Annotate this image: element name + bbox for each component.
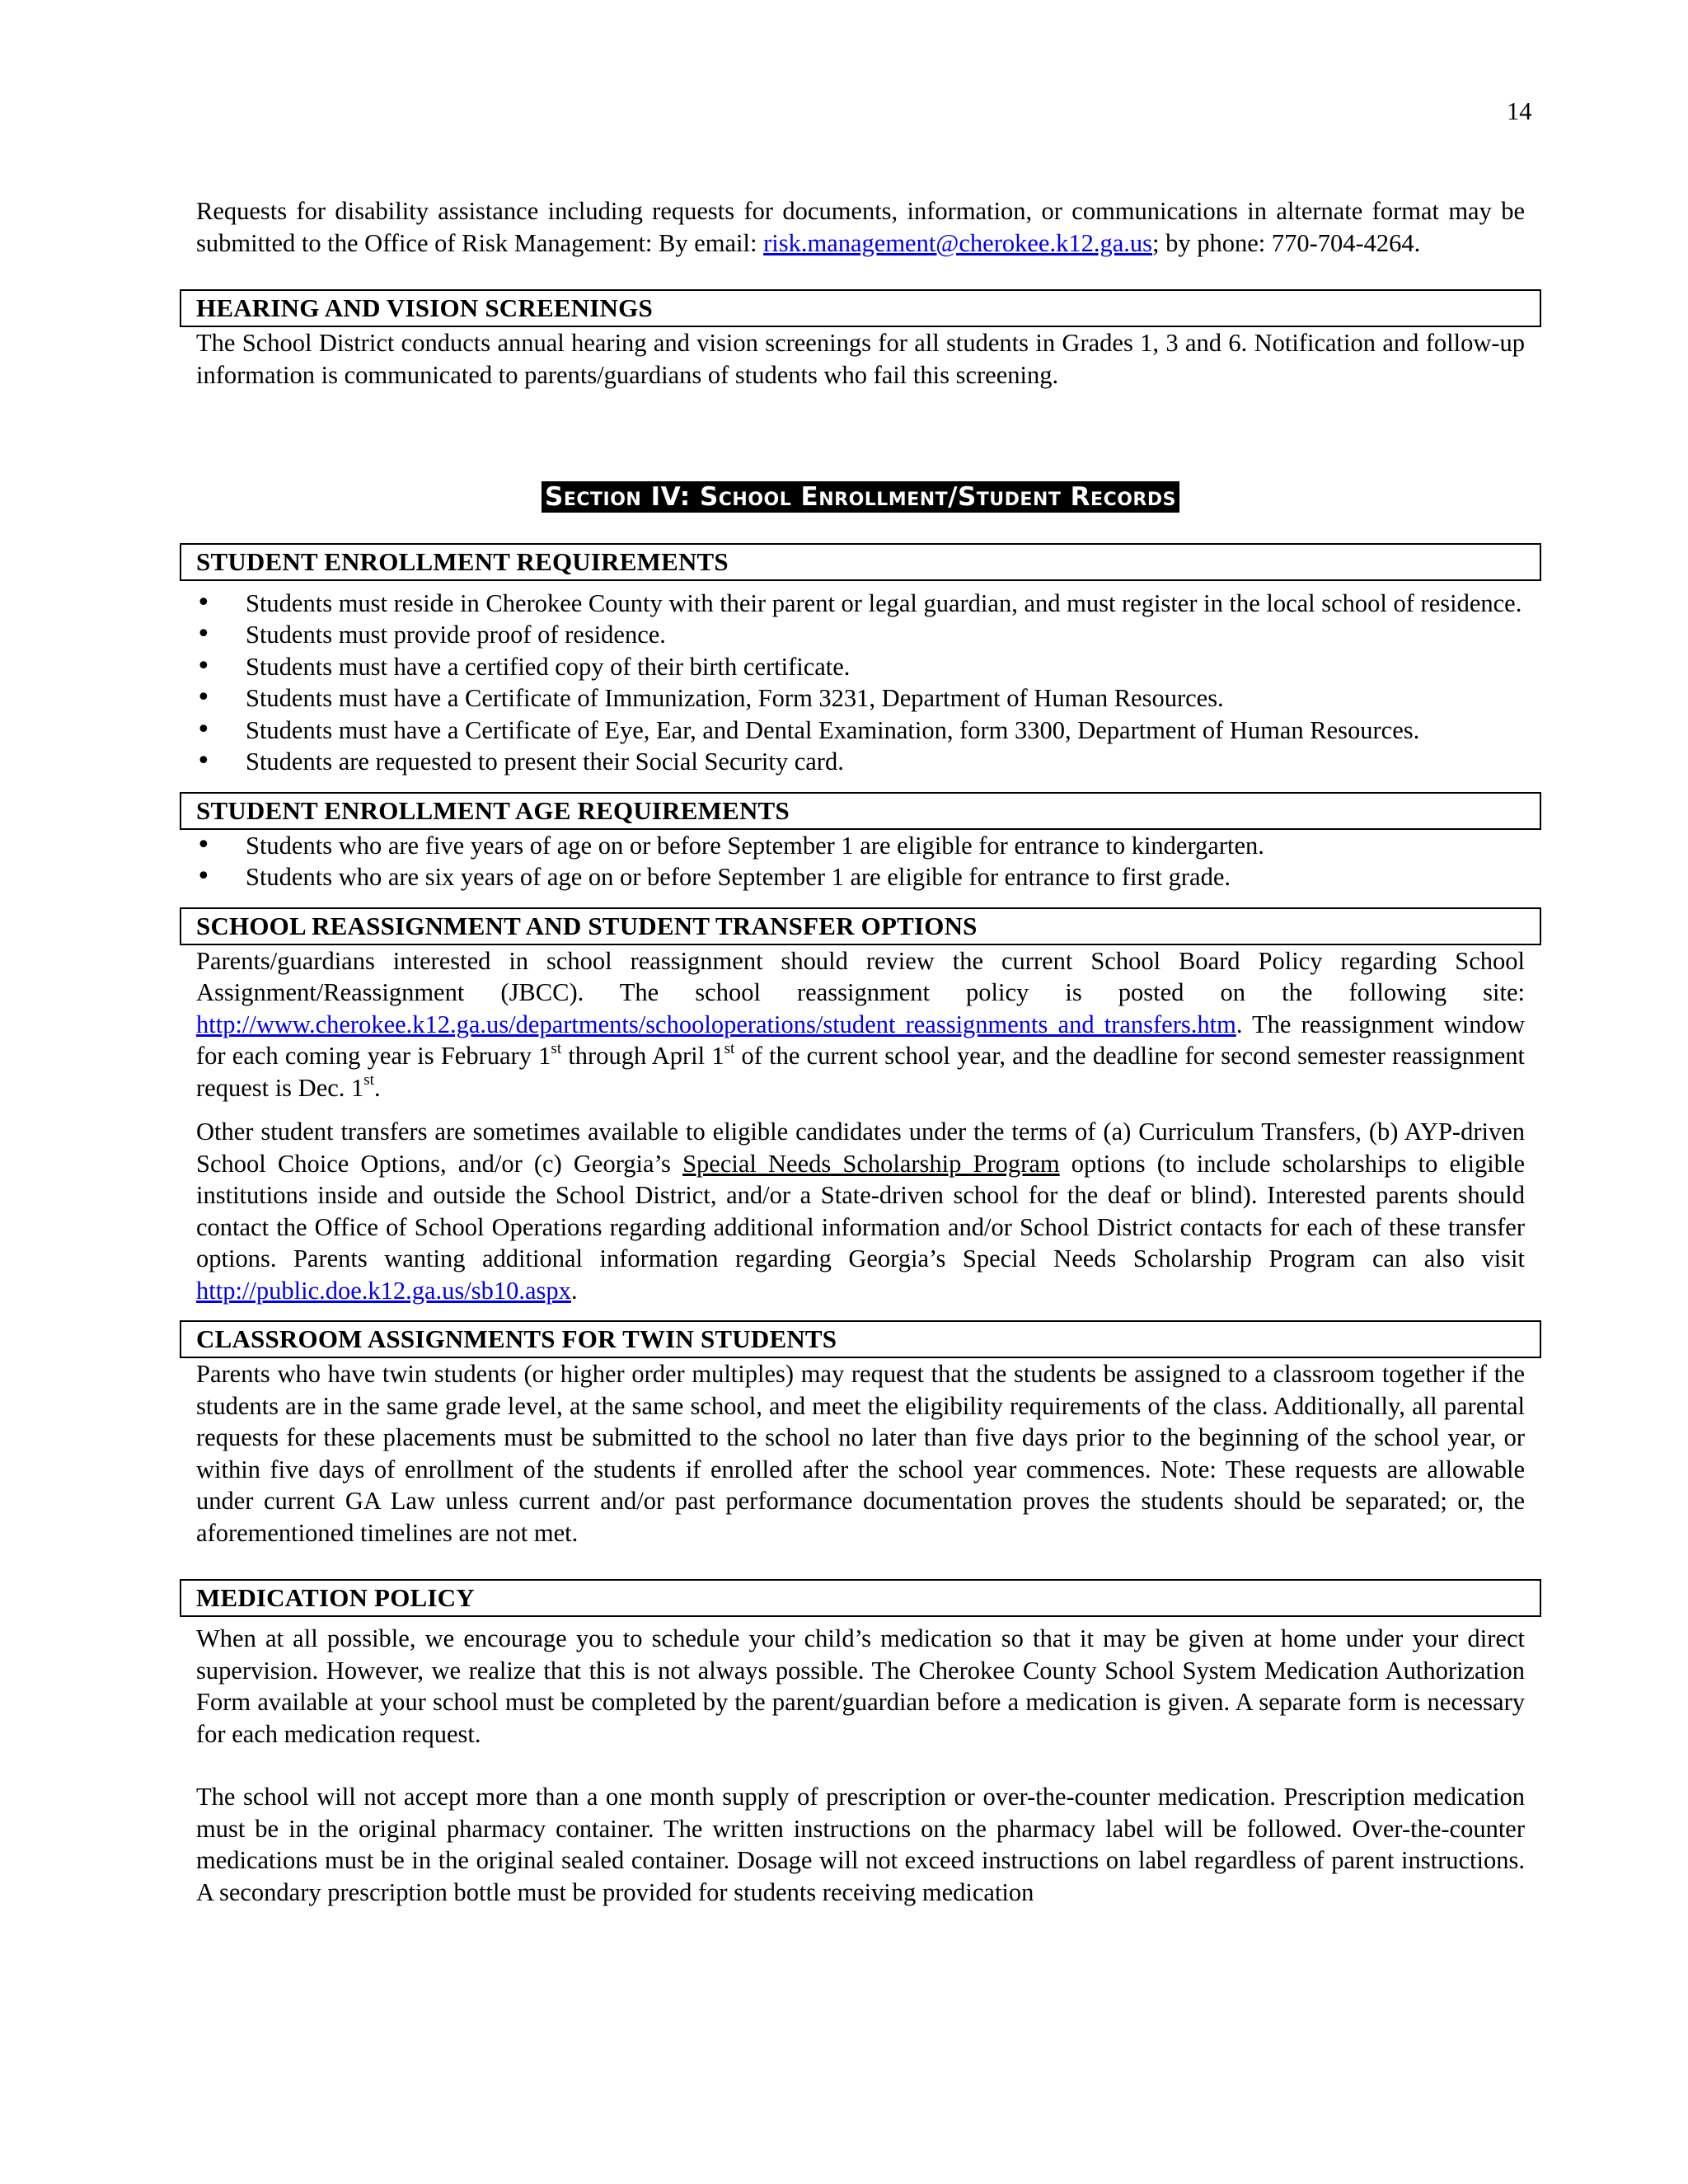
list-item: • Students must have a Certificate of Eye, Ear, and Dental Examination, form 3300, Department of Human Resources.: [196, 715, 1525, 747]
medication-paragraph-2: The school will not accept more than a one month supply of prescription or over-the-counter medication. Prescription medication must be in the original pharmacy container. The written instructions on the pharmacy label will be followed. Over-the-counter medications must be in the original sealed container. Dosage will not exceed instructions on label regardless of parent instructions. A secondary prescription bottle must be provided for students receiving medication: [196, 1783, 1525, 1906]
reassignment-text: of the current school year, and the deadline for second semester reassignment request is Dec. 1: [196, 1042, 1525, 1102]
intro-text-phone: ; by phone: 770-704-4264.: [1151, 228, 1421, 257]
enrollment-heading: STUDENT ENROLLMENT REQUIREMENTS: [180, 543, 1541, 581]
transfer-text: Other student transfers are sometimes available to eligible candidates under the terms of (a) Curriculum Transfers, (b) AYP-driven School Choice Options, and/or (c) Georgia’s: [196, 1118, 1525, 1178]
hearing-body: The School District conducts annual hearing and vision screenings for all students in Grades 1, 3 and 6. Notification and follow-up information is communicated to parents/guardians of students who fail this screening.: [196, 329, 1525, 389]
reassignment-text: through April 1: [561, 1042, 724, 1070]
section-title: [196, 481, 1525, 514]
reassignment-text: Parents/guardians interested in school reassignment should review the current School Board Policy regarding School Assignment/Reassignment (JBCC). The school reassignment policy is posted on the following site:: [196, 946, 1525, 1006]
list-item: • Students must reside in Cherokee County with their parent or legal guardian, and must register in the local school of residence.: [196, 588, 1525, 620]
ordinal-suffix: st: [551, 1039, 562, 1057]
reassignment-policy-link[interactable]: http://www.cherokee.k12.ga.us/departments/schooloperations/student reassignments and transfers.htm: [196, 1010, 1236, 1038]
reassignment-text: .: [373, 1073, 381, 1102]
transfer-text: .: [570, 1276, 578, 1305]
twins-heading: CLASSROOM ASSIGNMENTS FOR TWIN STUDENTS: [180, 1320, 1541, 1358]
intro-text: Requests for disability assistance including requests for documents, information, or communications in alternate format may be submitted to the Office of Risk Management: By email:: [196, 197, 1525, 257]
document-page: [196, 0, 1525, 1908]
list-item: • Students who are five years of age on or before September 1 are eligible for entrance to kindergarten.: [196, 830, 1525, 862]
page-number: 14: [1507, 97, 1532, 125]
reassignment-heading: SCHOOL REASSIGNMENT AND STUDENT TRANSFER OPTIONS: [180, 907, 1541, 945]
age-heading: STUDENT ENROLLMENT AGE REQUIREMENTS: [180, 792, 1541, 830]
section-title-text: Section IV: School Enrollment/Student Records: [542, 481, 1179, 513]
medication-heading: MEDICATION POLICY: [180, 1579, 1541, 1617]
reassignment-paragraph-1: [196, 945, 1525, 1104]
sb10-link[interactable]: http://public.doe.k12.ga.us/sb10.aspx: [196, 1276, 571, 1305]
list-item: • Students must provide proof of residence.: [196, 619, 1525, 651]
enrollment-list: [196, 588, 1525, 778]
list-item: • Students must have a Certificate of Immunization, Form 3231, Department of Human Resources.: [196, 682, 1525, 715]
twins-body: Parents who have twin students (or higher order multiples) may request that the students be assigned to a classroom together if the students are in the same grade level, at the same school, and meet the eligibility requirements of the class. Additionally, all parental requests for these placements must be submitted to the school no later than five days prior to the beginning of the school year, or within five days of enrollment of the students if enrolled after the school year commences. Note: These requests are allowable under current GA Law unless current and/or past performance documentation proves the students should be separated; or, the aforementioned timelines are not met.: [196, 1360, 1525, 1547]
intro-paragraph: [196, 195, 1525, 259]
risk-management-email-link[interactable]: risk.management@cherokee.k12.ga.us: [763, 228, 1152, 257]
list-item: • Students who are six years of age on or before September 1 are eligible for entrance to first grade.: [196, 861, 1525, 893]
special-needs-program-name: Special Needs Scholarship Program: [682, 1149, 1060, 1178]
reassignment-paragraph-2: [196, 1116, 1525, 1306]
list-item: • Students must have a certified copy of their birth certificate.: [196, 651, 1525, 683]
reassignment-text: . The reassignment window for each coming year is February 1: [196, 1010, 1525, 1070]
age-list: [196, 830, 1525, 893]
ordinal-suffix: st: [724, 1039, 735, 1057]
medication-paragraph-1: When at all possible, we encourage you to schedule your child’s medication so that it may be given at home under your direct supervision. However, we realize that this is not always possible. The Cherokee County School System Medication Authorization Form available at your school must be completed by the parent/guardian before a medication is given. A separate form is necessary for each medication request.: [196, 1624, 1525, 1748]
list-item: • Students are requested to present their Social Security card.: [196, 746, 1525, 778]
hearing-heading: HEARING AND VISION SCREENINGS: [180, 289, 1541, 327]
ordinal-suffix: st: [363, 1071, 374, 1090]
transfer-text: options (to include scholarships to eligible institutions inside and outside the School District, and/or a State-driven school for the deaf or blind). Interested parents should contact the Office of School Operations regarding additional information and/or School District contacts for each of these transfer options. Parents wanting additional information regarding Georgia’s Special Needs Scholarship Program can also visit: [196, 1149, 1525, 1272]
